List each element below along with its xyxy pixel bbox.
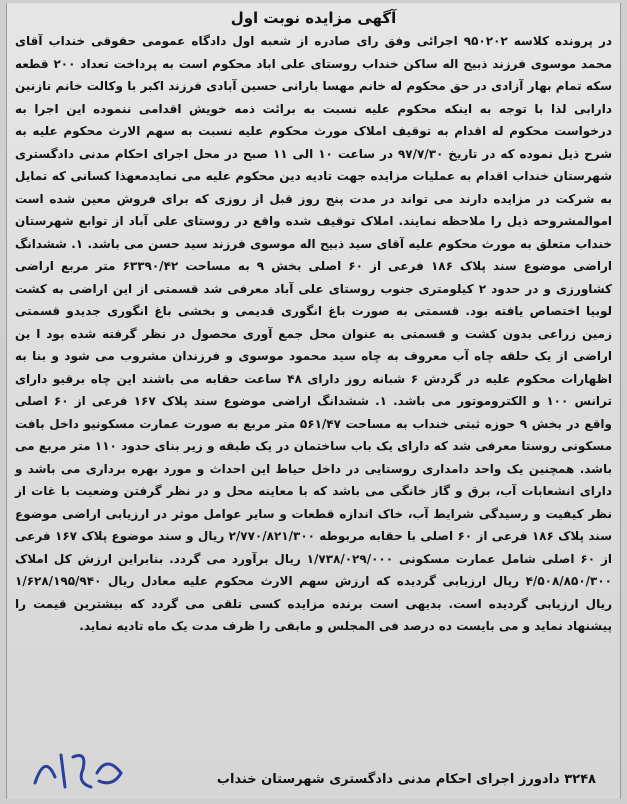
notice-footer: ۳۲۴۸ دادورز اجرای احکام مدنی دادگستری شهرستان خنداب	[216, 772, 596, 787]
notice-paragraph: در پرونده کلاسه ۹۵۰۲۰۲ اجرائی وفق رای صادره از شعبه اول دادگاه عمومی حقوقی خنداب آقای محمد موسوی فرزند ذبیح اله ساکن خنداب روستای علی اباد محکوم است به پرداخت تعداد ۲۰۰ قطعه سکه تمام بهار آزادی در حق محکوم له خانم مهسا بارانی حسین آبادی فرزند اکبر با وکالت خانم نازنین دارابی لذا با توجه به اینکه محکوم علیه نسبت به برائت ذمه خویش اقدامی ننموده این اجرا به درخواست محکوم له اقدام به توقیف املاک مورث محکوم علیه نسبت به سهم الارث محکوم علیه به شرح ذیل نموده که در تاریخ ۹۷/۷/۳۰ در ساعت ۱۰ الی ۱۱ صبح در محل اجرای احکام مدنی دادگستری شهرستان خنداب اقدام به عملیات مزایده جهت تادیه دین محکوم علیه می نمایدمعهذا کسانی که تمایل به شرکت در مزایده دارند می تواند در مدت پنج روز قبل از روزی که برای فروش معین شده است اموالمشروحه ذیل را ملاحظه نمایند. املاک توقیف شده واقع در روستای علی آباد از توابع شهرستان خنداب متعلق به مورث محکوم علیه آقای سید ذبیح اله موسوی فرزند سید حسن می باشد. ۱. ششدانگ اراضی موضوع سند پلاک ۱۸۶ فرعی از ۶۰ اصلی بخش ۹ به مساحت ۶۳۳۹۰/۴۲ متر مربع اراضی کشاورزی و در حدود ۲ کیلومتری جنوب روستای علی آباد معرفی شد قسمتی از این اراضی به کشت لوبیا اختصاص یافته بود. قسمتی به صورت باغ انگوری قدیمی و بخشی باغ انگوری جدیدو قسمتی زمین زراعی بدون کشت و قسمتی به عنوان محل جمع آوری محصول در نظر گرفته شده بود ا ین اراضی از یک حلقه چاه آب معروف به چاه سید محمود موسوی و فرزندان مشروب می شود و بنا به اظهارات محکوم علیه در گردش ۶ شبانه روز دارای ۴۸ ساعت حقابه می باشند این چاه برقیو دارای ترانس ۱۰۰ و الکتروموتور می باشد. ۱. ششدانگ اراضی موضوع سند پلاک ۱۶۷ فرعی از ۶۰ اصلی واقع در بخش ۹ حوزه ثبتی خنداب به مساحت ۵۶۱/۴۷ متر مربع به صورت عمارت مسکونیو داخل بافت مسکونی روستا معرفی شد که دارای یک باب ساختمان در یک طبقه و زیر بنای حدود ۱۱۰ متر مربع می باشد. همچنین یک واحد دامداری روستایی در داخل حیاط این احداث و مورد بهره برداری می باشد و دارای انشعابات آب، برق و گاز خانگی می باشد که با معاینه محل و در نظر گرفتن وضعیت با غات از نظر کیفیت و رسیدگی شرایط آب، خاک اندازه قطعات و سایر عوامل موثر در ارزیابی اراضی موضوع سند پلاک ۱۸۶ فرعی از ۶۰ اصلی با حقابه مربوطه ۲/۷۷۰/۸۲۱/۳۰۰ ریال و سند موضوع پلاک ۱۶۷ فرعی از ۶۰ اصلی شامل عمارت مسکونی ۱/۷۳۸/۰۲۹/۰۰۰ ریال برآورد می گردد. بنابراین ارزش کل املاک ۴/۵۰۸/۸۵۰/۳۰۰ ریال ارزیابی گردیده که ارزش سهم الارث محکوم علیه معادل ریال ۱/۶۲۸/۱۹۵/۹۴۰ ریال ارزیابی گردیده است. بدیهی است برنده مزایده کسی تلقی می گردد که بیشترین قیمت را پیشنهاد نماید و می بایست ده درصد فی المجلس و مابقی را ظرف مدت یک ماه تادیه نماید.	[15, 34, 613, 633]
handwritten-number-mark	[25, 743, 135, 795]
notice-title: آگهی مزایده نوبت اول	[230, 9, 397, 27]
notice-page	[6, 3, 621, 799]
notice-body	[15, 30, 612, 638]
